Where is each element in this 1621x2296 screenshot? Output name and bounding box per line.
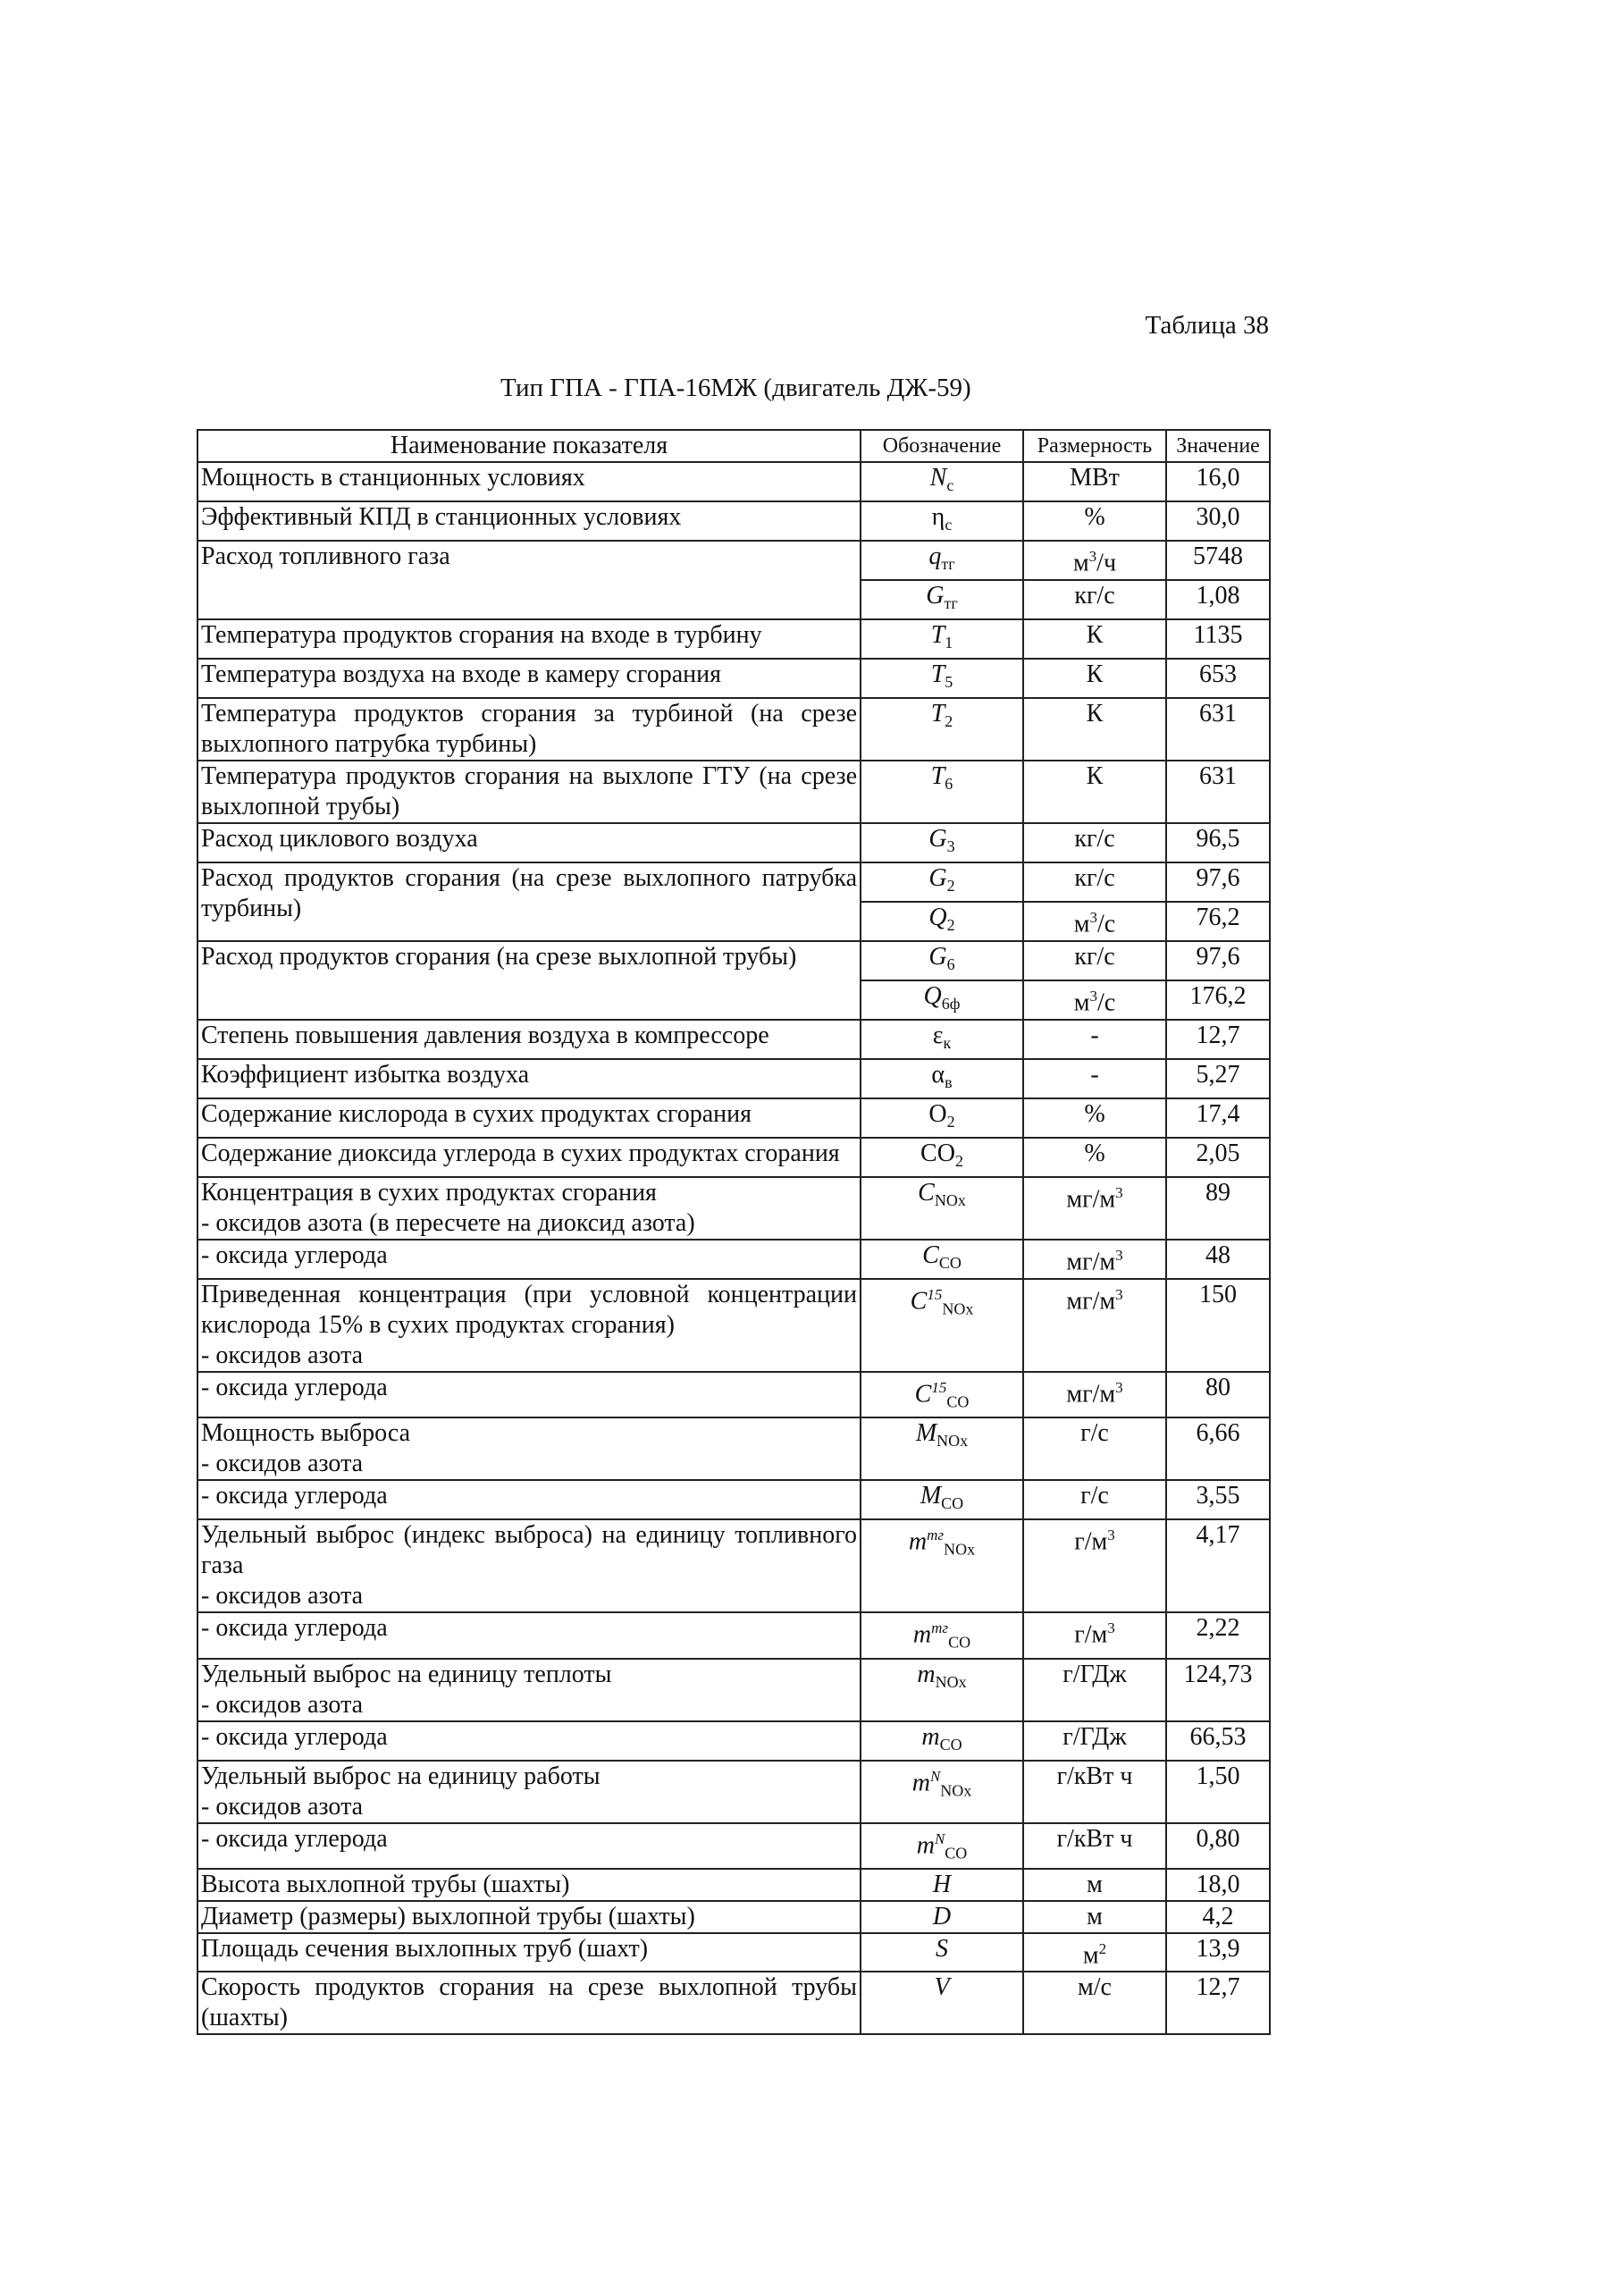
group-line: - оксидов азота (в пересчете на диоксид азота) bbox=[201, 1209, 695, 1237]
table-row bbox=[197, 1869, 1270, 1901]
param-symbol: $m^N_{CO}$ bbox=[861, 1823, 1023, 1869]
param-name bbox=[197, 1761, 861, 1823]
param-value: 96,5 bbox=[1166, 823, 1270, 862]
param-name: - оксида углерода bbox=[197, 1612, 861, 1658]
table-row bbox=[197, 862, 1270, 902]
param-value: 12,7 bbox=[1166, 1020, 1270, 1059]
table-number: Таблица 38 bbox=[1145, 311, 1269, 340]
param-value: 5748 bbox=[1166, 541, 1270, 580]
param-name: Температура продуктов сгорания на входе в турбину bbox=[197, 619, 861, 659]
param-symbol: $m^N_{NOx}$ bbox=[861, 1761, 1023, 1823]
param-unit: $м^3/с$ bbox=[1023, 902, 1166, 941]
param-symbol: $Q_{6ф}$ bbox=[861, 980, 1023, 1020]
param-symbol: $Q_2$ bbox=[861, 902, 1023, 941]
param-value: 1135 bbox=[1166, 619, 1270, 659]
param-name bbox=[197, 1177, 861, 1240]
param-unit: $м^3/ч$ bbox=[1023, 541, 1166, 580]
table-row bbox=[197, 823, 1270, 862]
param-symbol: $m_{NOx}$ bbox=[861, 1659, 1023, 1721]
param-unit: г/кВт ч bbox=[1023, 1823, 1166, 1869]
table-row bbox=[197, 1612, 1270, 1658]
param-value: 124,73 bbox=[1166, 1659, 1270, 1721]
param-unit: $м^2$ bbox=[1023, 1933, 1166, 1972]
param-name: Расход топливного газа bbox=[197, 541, 861, 619]
table-row bbox=[197, 761, 1270, 823]
param-unit: м bbox=[1023, 1901, 1166, 1933]
param-value: 5,27 bbox=[1166, 1059, 1270, 1098]
param-value: 12,7 bbox=[1166, 1972, 1270, 2034]
param-symbol: $G_3$ bbox=[861, 823, 1023, 862]
param-value: 631 bbox=[1166, 761, 1270, 823]
param-symbol: H bbox=[861, 1869, 1023, 1901]
param-name: Температура продуктов сгорания за турбиной (на срезе выхлопного патрубка турбины) bbox=[197, 698, 861, 761]
table-row bbox=[197, 1823, 1270, 1869]
param-name: Расход циклового воздуха bbox=[197, 823, 861, 862]
param-name: Содержание диоксида углерода в сухих продуктах сгорания bbox=[197, 1138, 861, 1177]
group-line: - оксидов азота bbox=[201, 1690, 364, 1719]
param-unit: г/с bbox=[1023, 1480, 1166, 1519]
param-unit: - bbox=[1023, 1059, 1166, 1098]
param-name: Расход продуктов сгорания (на срезе выхлопной трубы) bbox=[197, 941, 861, 1020]
table-row bbox=[197, 1240, 1270, 1279]
param-name: Высота выхлопной трубы (шахты) bbox=[197, 1869, 861, 1901]
param-name: Площадь сечения выхлопных труб (шахт) bbox=[197, 1933, 861, 1972]
param-value: 4,2 bbox=[1166, 1901, 1270, 1933]
param-value: 0,80 bbox=[1166, 1823, 1270, 1869]
table-row bbox=[197, 619, 1270, 659]
param-unit: К bbox=[1023, 761, 1166, 823]
param-value: 66,53 bbox=[1166, 1721, 1270, 1761]
param-symbol: D bbox=[861, 1901, 1023, 1933]
param-symbol: $T_5$ bbox=[861, 659, 1023, 698]
table-row bbox=[197, 1480, 1270, 1519]
group-line: - оксидов азота bbox=[201, 1792, 364, 1821]
table-row bbox=[197, 1659, 1270, 1721]
param-unit: кг/с bbox=[1023, 580, 1166, 619]
header-name: Наименование показателя bbox=[197, 430, 861, 462]
param-unit: $мг/м^3$ bbox=[1023, 1177, 1166, 1240]
table-row bbox=[197, 1279, 1270, 1372]
param-symbol: $\varepsilon_к$ bbox=[861, 1020, 1023, 1059]
table-row bbox=[197, 1020, 1270, 1059]
param-unit: $мг/м^3$ bbox=[1023, 1372, 1166, 1417]
param-value: 97,6 bbox=[1166, 941, 1270, 980]
param-name: - оксида углерода bbox=[197, 1480, 861, 1519]
param-symbol: $M_{CO}$ bbox=[861, 1480, 1023, 1519]
param-unit: м bbox=[1023, 1869, 1166, 1901]
table-row bbox=[197, 1933, 1270, 1972]
param-symbol: $G_2$ bbox=[861, 862, 1023, 902]
table-row bbox=[197, 1138, 1270, 1177]
param-value: 13,9 bbox=[1166, 1933, 1270, 1972]
header-value: Значение bbox=[1166, 430, 1270, 462]
param-name: Диаметр (размеры) выхлопной трубы (шахты) bbox=[197, 1901, 861, 1933]
param-unit: $г/м^3$ bbox=[1023, 1519, 1166, 1612]
param-name: Скорость продуктов сгорания на срезе выхлопной трубы (шахты) bbox=[197, 1972, 861, 2034]
group-title: Концентрация в сухих продуктах сгорания bbox=[201, 1179, 657, 1207]
param-unit: % bbox=[1023, 1138, 1166, 1177]
param-value: 150 bbox=[1166, 1279, 1270, 1372]
param-name: Расход продуктов сгорания (на срезе выхлопного патрубка турбины) bbox=[197, 862, 861, 941]
param-symbol: $M_{NOx}$ bbox=[861, 1417, 1023, 1480]
param-symbol: $T_1$ bbox=[861, 619, 1023, 659]
parameters-table bbox=[197, 429, 1271, 2035]
param-value: 6,66 bbox=[1166, 1417, 1270, 1480]
table-row bbox=[197, 501, 1270, 541]
param-name bbox=[197, 1659, 861, 1721]
param-symbol: $C^{15}_{CO}$ bbox=[861, 1372, 1023, 1417]
group-line: - оксидов азота bbox=[201, 1582, 364, 1611]
table-row bbox=[197, 1417, 1270, 1480]
group-title: Удельный выброс на единицу теплоты bbox=[201, 1660, 612, 1688]
param-value: 2,22 bbox=[1166, 1612, 1270, 1658]
table-row bbox=[197, 1177, 1270, 1240]
param-unit: К bbox=[1023, 698, 1166, 761]
param-name: Мощность в станционных условиях bbox=[197, 462, 861, 501]
param-symbol: $O_2$ bbox=[861, 1098, 1023, 1138]
param-unit: м/с bbox=[1023, 1972, 1166, 2034]
table-row bbox=[197, 462, 1270, 501]
param-symbol: $CO_2$ bbox=[861, 1138, 1023, 1177]
param-symbol: S bbox=[861, 1933, 1023, 1972]
table-row bbox=[197, 1761, 1270, 1823]
param-value: 16,0 bbox=[1166, 462, 1270, 501]
param-symbol: $C^{15}_{NOx}$ bbox=[861, 1279, 1023, 1372]
param-value: 3,55 bbox=[1166, 1480, 1270, 1519]
param-unit: $г/м^3$ bbox=[1023, 1612, 1166, 1658]
group-line: - оксидов азота bbox=[201, 1341, 364, 1369]
param-unit: К bbox=[1023, 659, 1166, 698]
group-title: Приведенная концентрация (при условной концентрации кислорода 15% в сухих продуктах сгорания) bbox=[201, 1281, 857, 1339]
table-row bbox=[197, 698, 1270, 761]
group-line: - оксидов азота bbox=[201, 1450, 364, 1478]
param-symbol: $G_6$ bbox=[861, 941, 1023, 980]
param-name: Коэффициент избытка воздуха bbox=[197, 1059, 861, 1098]
param-unit: МВт bbox=[1023, 462, 1166, 501]
group-title: Удельный выброс на единицу работы bbox=[201, 1762, 601, 1790]
param-value: 30,0 bbox=[1166, 501, 1270, 541]
param-unit: кг/с bbox=[1023, 823, 1166, 862]
table-row bbox=[197, 541, 1270, 580]
param-name bbox=[197, 1519, 861, 1612]
param-name: Температура воздуха на входе в камеру сгорания bbox=[197, 659, 861, 698]
param-symbol: V bbox=[861, 1972, 1023, 2034]
param-value: 89 bbox=[1166, 1177, 1270, 1240]
table-row bbox=[197, 1972, 1270, 2034]
table-row bbox=[197, 1059, 1270, 1098]
group-title: Мощность выброса bbox=[201, 1419, 411, 1448]
param-symbol: $q_{тг}$ bbox=[861, 541, 1023, 580]
param-unit: кг/с bbox=[1023, 941, 1166, 980]
param-name bbox=[197, 1417, 861, 1480]
param-name: Степень повышения давления воздуха в компрессоре bbox=[197, 1020, 861, 1059]
param-symbol: $G_{тг}$ bbox=[861, 580, 1023, 619]
param-name: - оксида углерода bbox=[197, 1721, 861, 1761]
param-unit: % bbox=[1023, 1098, 1166, 1138]
header-unit: Размерность bbox=[1023, 430, 1166, 462]
param-symbol: $T_6$ bbox=[861, 761, 1023, 823]
table-row bbox=[197, 941, 1270, 980]
param-value: 631 bbox=[1166, 698, 1270, 761]
param-value: 1,50 bbox=[1166, 1761, 1270, 1823]
table-row bbox=[197, 659, 1270, 698]
param-name: Содержание кислорода в сухих продуктах сгорания bbox=[197, 1098, 861, 1138]
param-symbol: $m_{CO}$ bbox=[861, 1721, 1023, 1761]
param-unit: кг/с bbox=[1023, 862, 1166, 902]
param-symbol: $m^{тг}_{CO}$ bbox=[861, 1612, 1023, 1658]
param-unit: г/ГДж bbox=[1023, 1659, 1166, 1721]
param-value: 2,05 bbox=[1166, 1138, 1270, 1177]
param-value: 1,08 bbox=[1166, 580, 1270, 619]
param-symbol: $T_2$ bbox=[861, 698, 1023, 761]
param-symbol: $N_с$ bbox=[861, 462, 1023, 501]
param-value: 653 bbox=[1166, 659, 1270, 698]
param-unit: % bbox=[1023, 501, 1166, 541]
table-row bbox=[197, 1519, 1270, 1612]
param-name: - оксида углерода bbox=[197, 1823, 861, 1869]
header-symbol: Обозначение bbox=[861, 430, 1023, 462]
table-row bbox=[197, 1372, 1270, 1417]
table-caption: Тип ГПА - ГПА-16МЖ (двигатель ДЖ-59) bbox=[500, 374, 971, 402]
param-name bbox=[197, 1279, 861, 1372]
table-row bbox=[197, 1721, 1270, 1761]
param-value: 76,2 bbox=[1166, 902, 1270, 941]
table-row bbox=[197, 1901, 1270, 1933]
group-title: Удельный выброс (индекс выброса) на единицу топливного газа bbox=[201, 1521, 857, 1580]
param-value: 4,17 bbox=[1166, 1519, 1270, 1612]
param-name: Эффективный КПД в станционных условиях bbox=[197, 501, 861, 541]
param-symbol: $C_{NOx}$ bbox=[861, 1177, 1023, 1240]
param-unit: $м^3/с$ bbox=[1023, 980, 1166, 1020]
param-symbol: $C_{CO}$ bbox=[861, 1240, 1023, 1279]
param-value: 176,2 bbox=[1166, 980, 1270, 1020]
table-row bbox=[197, 1098, 1270, 1138]
param-unit: г/ГДж bbox=[1023, 1721, 1166, 1761]
param-value: 17,4 bbox=[1166, 1098, 1270, 1138]
param-name: - оксида углерода bbox=[197, 1240, 861, 1279]
param-unit: $мг/м^3$ bbox=[1023, 1240, 1166, 1279]
param-unit: г/кВт ч bbox=[1023, 1761, 1166, 1823]
param-symbol: $m^{тг}_{NOx}$ bbox=[861, 1519, 1023, 1612]
param-value: 97,6 bbox=[1166, 862, 1270, 902]
param-name: - оксида углерода bbox=[197, 1372, 861, 1417]
param-value: 80 bbox=[1166, 1372, 1270, 1417]
param-unit: - bbox=[1023, 1020, 1166, 1059]
param-symbol: $\alpha_в$ bbox=[861, 1059, 1023, 1098]
param-name: Температура продуктов сгорания на выхлопе ГТУ (на срезе выхлопной трубы) bbox=[197, 761, 861, 823]
param-symbol: $\eta_с$ bbox=[861, 501, 1023, 541]
param-unit: $мг/м^3$ bbox=[1023, 1279, 1166, 1372]
param-value: 18,0 bbox=[1166, 1869, 1270, 1901]
param-unit: г/с bbox=[1023, 1417, 1166, 1480]
param-unit: К bbox=[1023, 619, 1166, 659]
param-value: 48 bbox=[1166, 1240, 1270, 1279]
header-row bbox=[197, 430, 1270, 462]
